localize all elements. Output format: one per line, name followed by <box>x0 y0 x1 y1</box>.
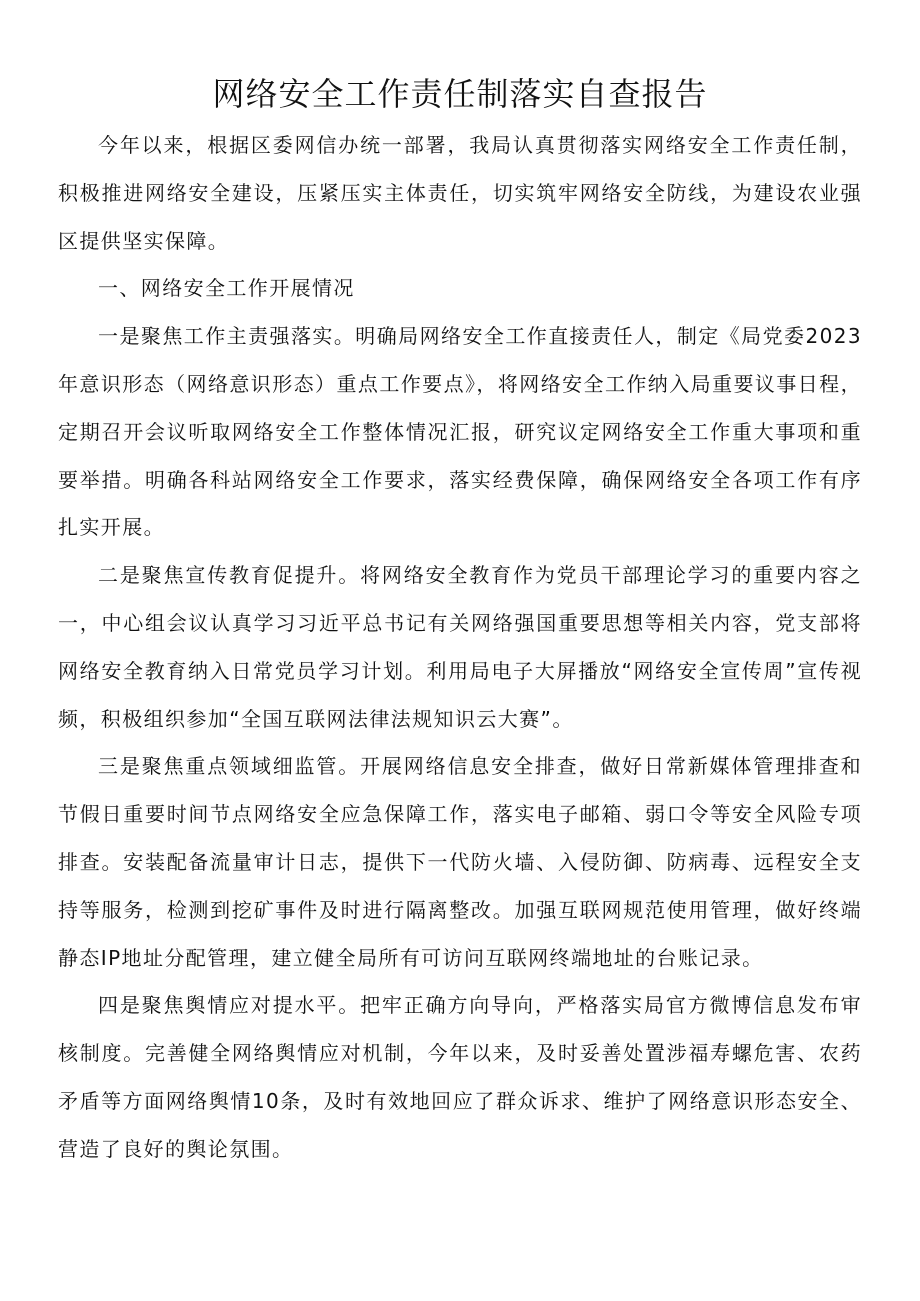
paragraph-public-opinion: 四是聚焦舆情应对提水平。把牢正确方向导向，严格落实局官方微博信息发布审核制度。完善健全网络舆情应对机制，今年以来，及时妥善处置涉福寿螺危害、农药矛盾等方面网络舆情10条，及时有效地回应了群众诉求、维护了网络意识形态安全、营造了良好的舆论氛围。 <box>58 993 862 1161</box>
intro-paragraph: 今年以来，根据区委网信办统一部署，我局认真贯彻落实网络安全工作责任制，积极推进网络安全建设，压紧压实主体责任，切实筑牢网络安全防线，为建设农业强区提供坚实保障。 <box>58 133 862 253</box>
paragraph-education: 二是聚焦宣传教育促提升。将网络安全教育作为党员干部理论学习的重要内容之一，中心组会议认真学习习近平总书记有关网络强国重要思想等相关内容，党支部将网络安全教育纳入日常党员学习计划。利用局电子大屏播放“网络安全宣传周”宣传视频，积极组织参加“全国互联网法律法规知识云大赛”。 <box>58 563 863 731</box>
paragraph-supervision: 三是聚焦重点领域细监管。开展网络信息安全排查，做好日常新媒体管理排查和节假日重要时间节点网络安全应急保障工作，落实电子邮箱、弱口令等安全风险专项排查。安装配备流量审计日志，提供下一代防火墙、入侵防御、防病毒、远程安全支持等服务，检测到挖矿事件及时进行隔离整改。加强互联网规范使用管理，做好终端静态IP地址分配管理，建立健全局所有可访问互联网终端地址的台账记录。 <box>58 754 862 970</box>
paragraph-responsibility: 一是聚焦工作主责强落实。明确局网络安全工作直接责任人，制定《局党委2023年意识形态（网络意识形态）重点工作要点》，将网络安全工作纳入局重要议事日程，定期召开会议听取网络安全工作整体情况汇报，研究议定网络安全工作重大事项和重要举措。明确各科站网络安全工作要求，落实经费保障，确保网络安全各项工作有序扎实开展。 <box>58 324 862 540</box>
document-title: 网络安全工作责任制落实自查报告 <box>212 75 708 113</box>
section-heading: 一、网络安全工作开展情况 <box>98 276 355 301</box>
